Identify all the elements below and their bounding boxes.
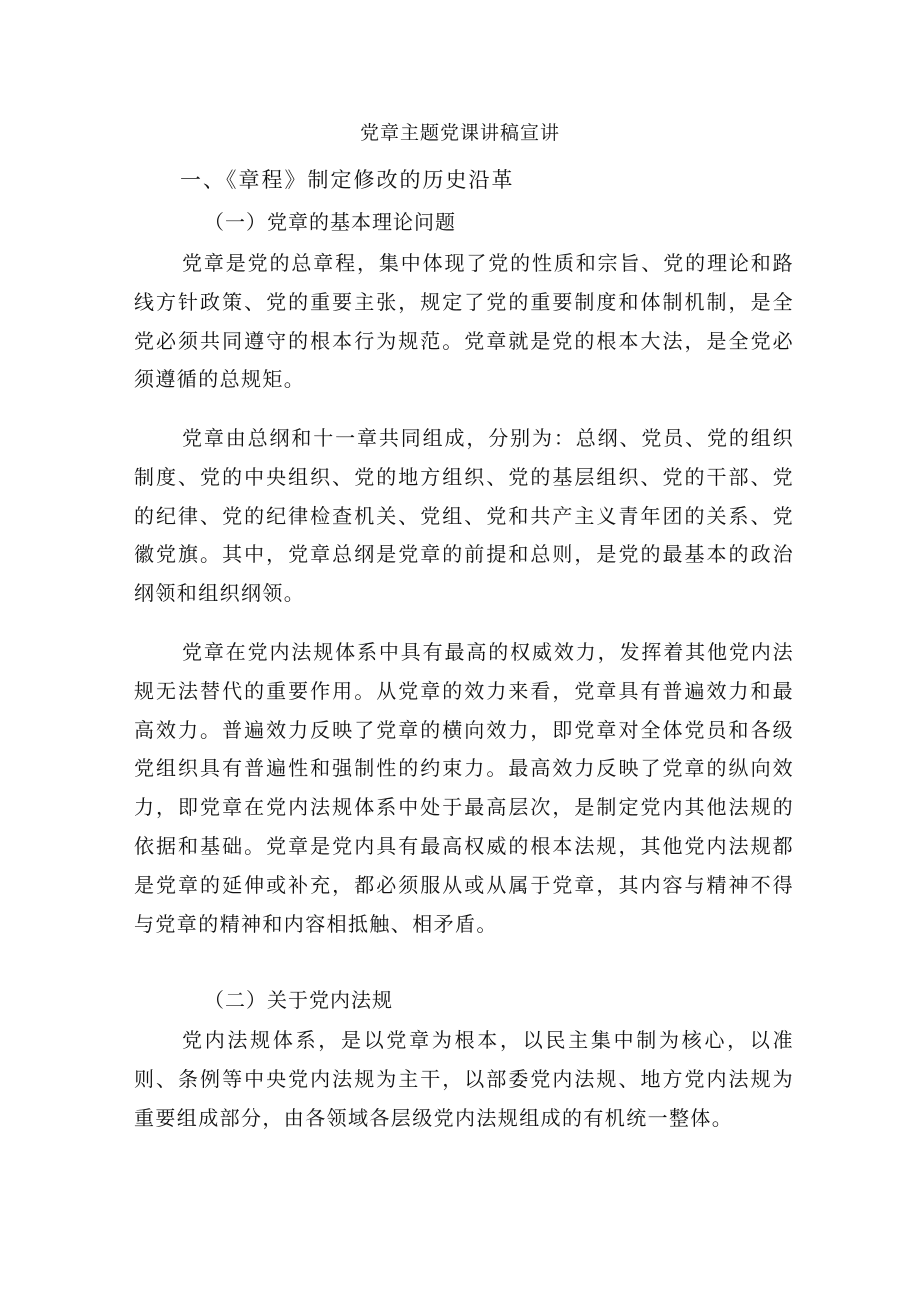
section-heading-1: 一、《章程》制定修改的历史沿革 [180,168,515,192]
paragraph-3: 党章在党内法规体系中具有最高的权威效力，发挥着其他党内法规无法替代的重要作用。从党章的效力来看，党章具有普遍效力和最高效力。普遍效力反映了党章的横向效力，即党章对全体党员和各级党组织具有普遍性和强制性的约束力。最高效力反映了党章的纵向效力，即党章在党内法规体系中处于最高层次，是制定党内其他法规的依据和基础。党章是党内具有最高权威的根本法规，其他党内法规都是党章的延伸或补充，都必须服从或从属于党章，其内容与精神不得与党章的精神和内容相抵触、相矛盾。 [134,640,794,936]
subsection-heading-1: （一）党章的基本理论问题 [204,210,456,234]
paragraph-2: 党章由总纲和十一章共同组成，分别为：总纲、党员、党的组织制度、党的中央组织、党的地方组织、党的基层组织、党的干部、党的纪律、党的纪律检查机关、党组、党和共产主义青年团的关系、党徽党旗。其中，党章总纲是党章的前提和总则，是党的最基本的政治纲领和组织纲领。 [134,426,794,606]
paragraph-4: 党内法规体系，是以党章为根本，以民主集中制为核心，以准则、条例等中央党内法规为主干，以部委党内法规、地方党内法规为重要组成部分，由各领域各层级党内法规组成的有机统一整体。 [134,1028,794,1130]
paragraph-1: 党章是党的总章程，集中体现了党的性质和宗旨、党的理论和路线方针政策、党的重要主张，规定了党的重要制度和体制机制，是全党必须共同遵守的根本行为规范。党章就是党的根本大法，是全党必须遵循的总规矩。 [134,251,794,392]
document-title: 党章主题党课讲稿宣讲 [359,122,560,144]
subsection-heading-2: （二）关于党内法规 [204,988,393,1012]
